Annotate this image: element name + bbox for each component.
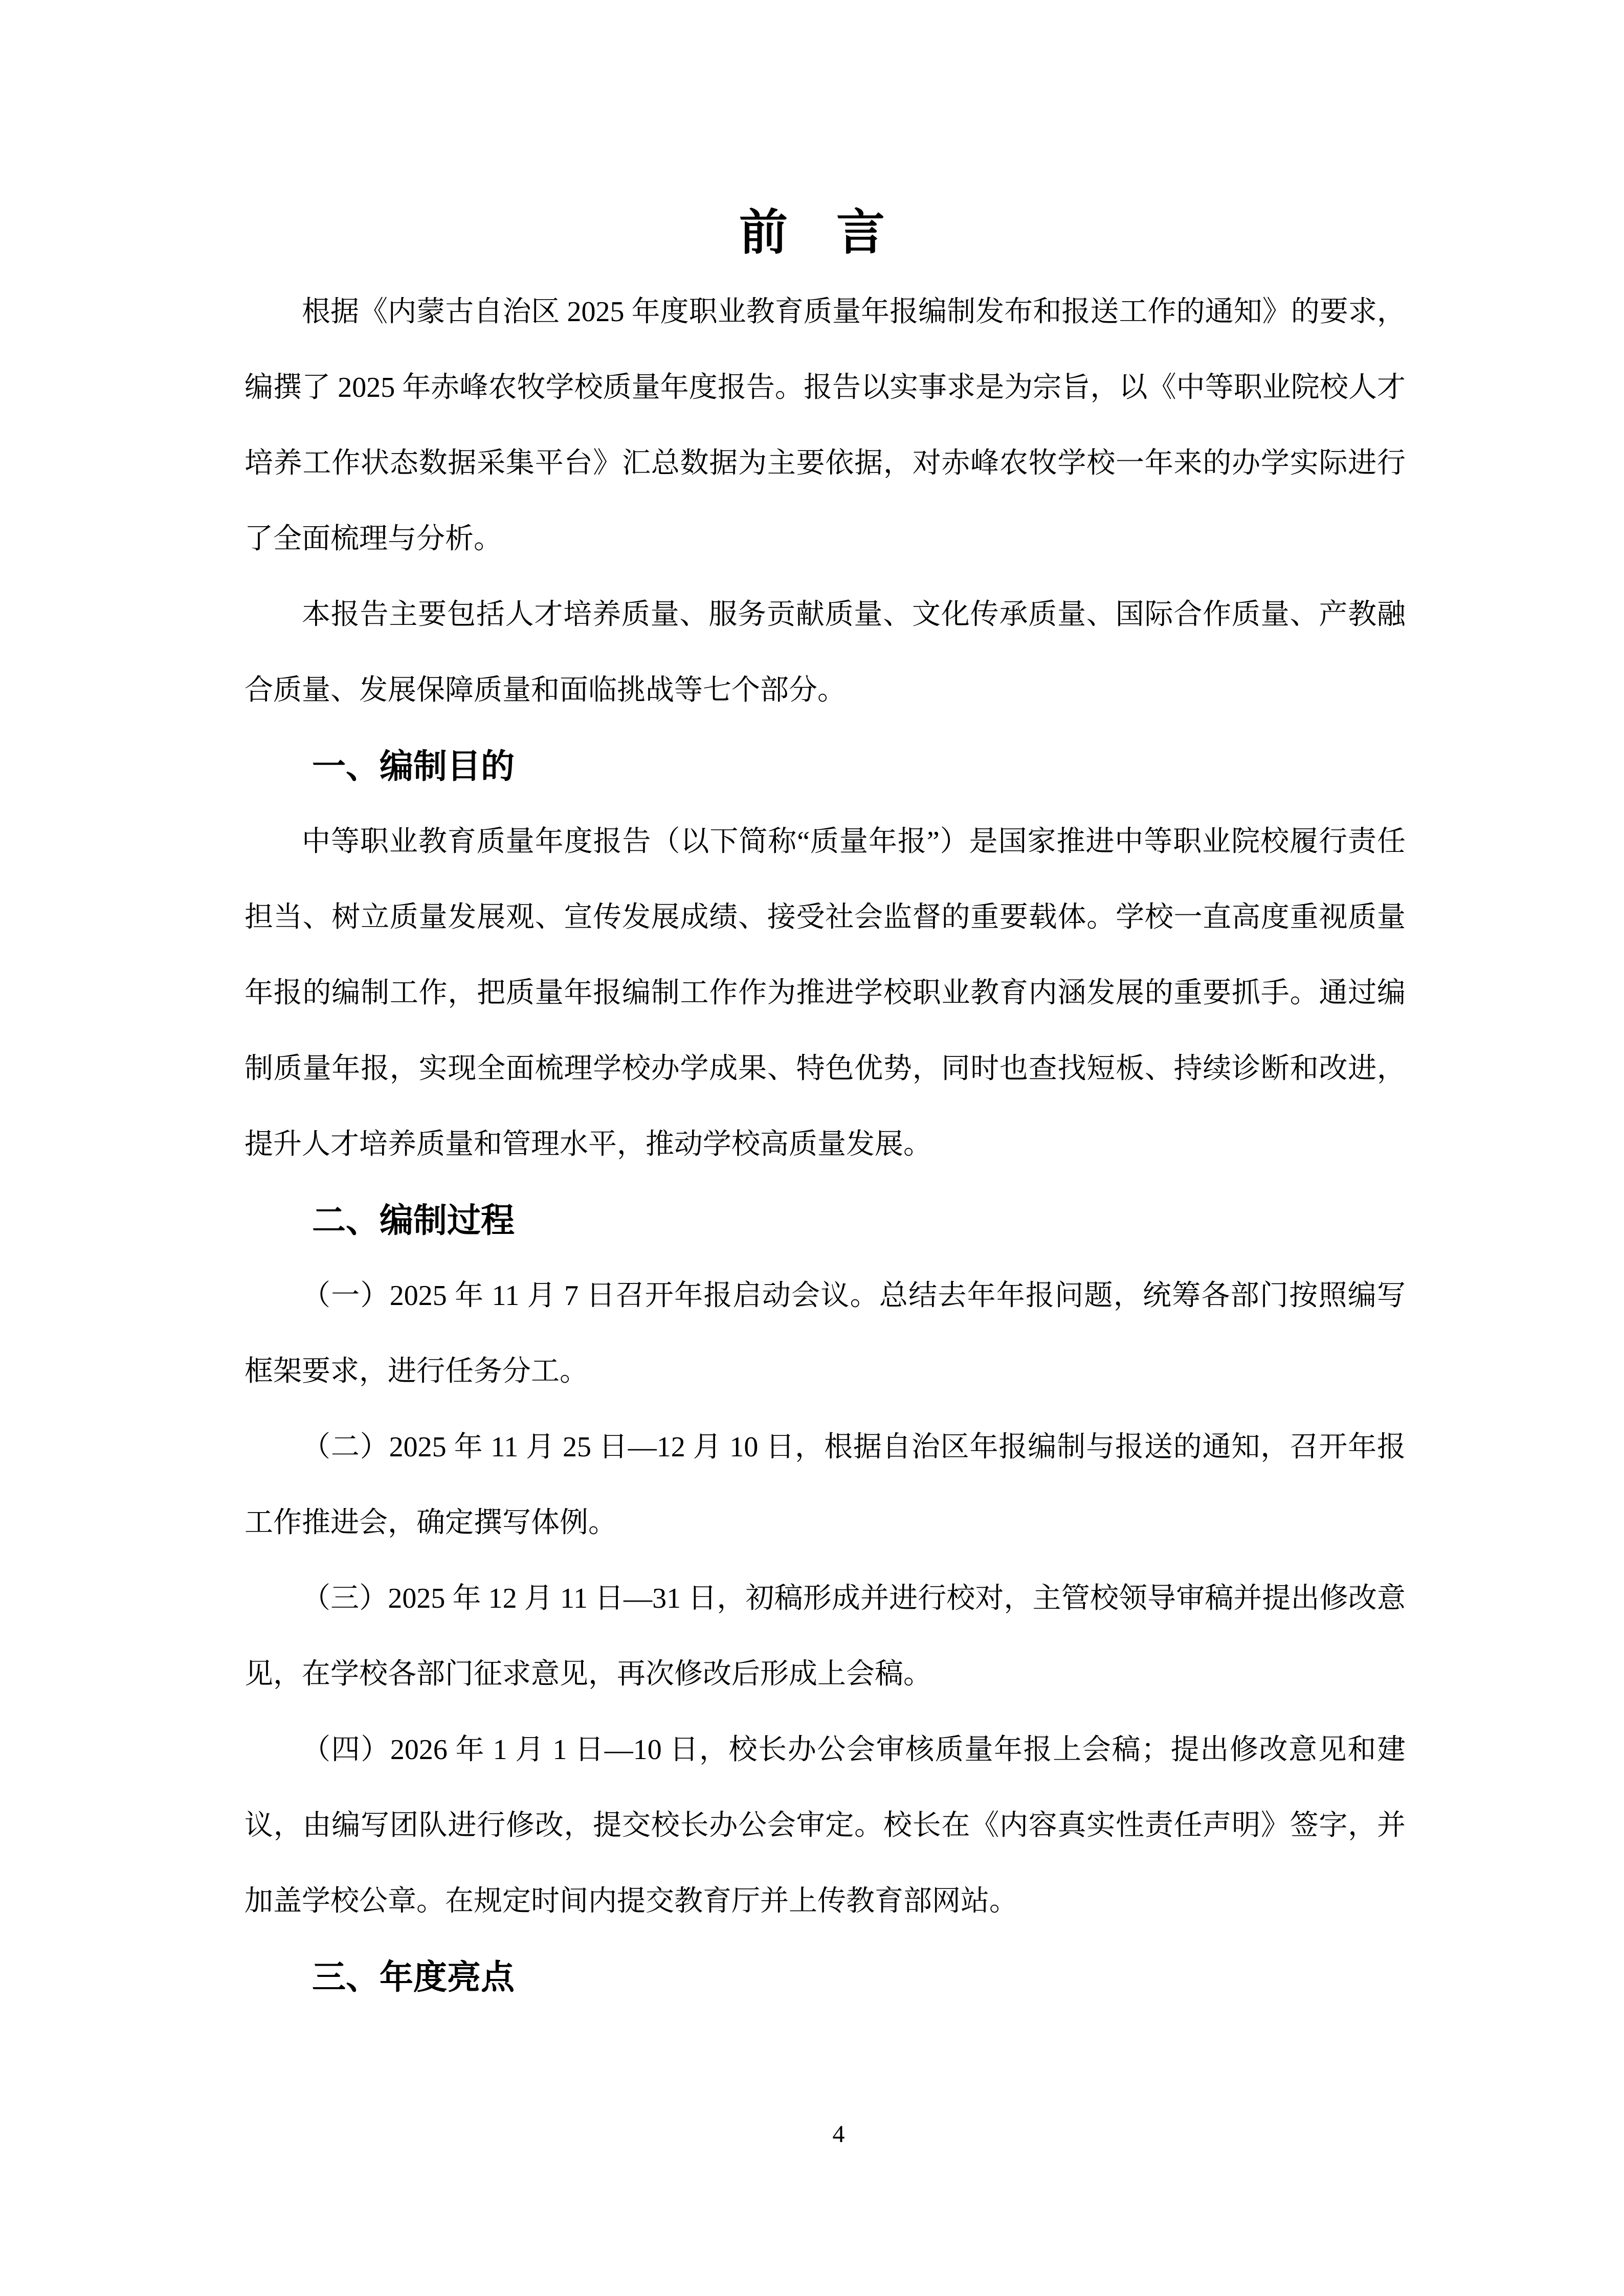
paragraph: 中等职业教育质量年度报告（以下简称“质量年报”）是国家推进中等职业院校履行责任担当、树立质量发展观、宣传发展成绩、接受社会监督的重要载体。学校一直高度重视质量年报的编制工作，把质量年报编制工作作为推进学校职业教育内涵发展的重要抓手。通过编制质量年报，实现全面梳理学校办学成果、特色优势，同时也查找短板、持续诊断和改进，提升人才培养质量和管理水平，推动学校高质量发展。 bbox=[244, 826, 1406, 1160]
paragraph: （三）2025 年 12 月 11 日—31 日，初稿形成并进行校对，主管校领导审稿并提出修改意见，在学校各部门征求意见，再次修改后形成上会稿。 bbox=[244, 1583, 1406, 1690]
section-heading-3: 三、年度亮点 bbox=[312, 1958, 515, 1996]
page-number: 4 bbox=[832, 2121, 845, 2148]
paragraph: 本报告主要包括人才培养质量、服务贡献质量、文化传承质量、国际合作质量、产教融合质量、发展保障质量和面临挑战等七个部分。 bbox=[244, 599, 1406, 706]
section-heading-2: 二、编制过程 bbox=[312, 1201, 515, 1239]
document-title: 前 言 bbox=[739, 206, 885, 260]
section-heading-1: 一、编制目的 bbox=[312, 747, 515, 785]
document-body bbox=[244, 274, 1406, 2015]
paragraph: （一）2025 年 11 月 7 日召开年报启动会议。总结去年年报问题，统筹各部门按照编写框架要求，进行任务分工。 bbox=[244, 1280, 1406, 1387]
paragraph: （四）2026 年 1 月 1 日—10 日，校长办公会审核质量年报上会稿；提出修改意见和建议，由编写团队进行修改，提交校长办公会审定。校长在《内容真实性责任声明》签字，并加盖学校公章。在规定时间内提交教育厅并上传教育部网站。 bbox=[244, 1734, 1406, 1917]
paragraph: 根据《内蒙古自治区 2025 年度职业教育质量年报编制发布和报送工作的通知》的要求，编撰了 2025 年赤峰农牧学校质量年度报告。报告以实事求是为宗旨，以《中等职业院校人才培养工作状态数据采集平台》汇总数据为主要依据，对赤峰农牧学校一年来的办学实际进行了全面梳理与分析。 bbox=[244, 296, 1406, 555]
paragraph: （二）2025 年 11 月 25 日—12 月 10 日，根据自治区年报编制与报送的通知，召开年报工作推进会，确定撰写体例。 bbox=[244, 1431, 1406, 1539]
